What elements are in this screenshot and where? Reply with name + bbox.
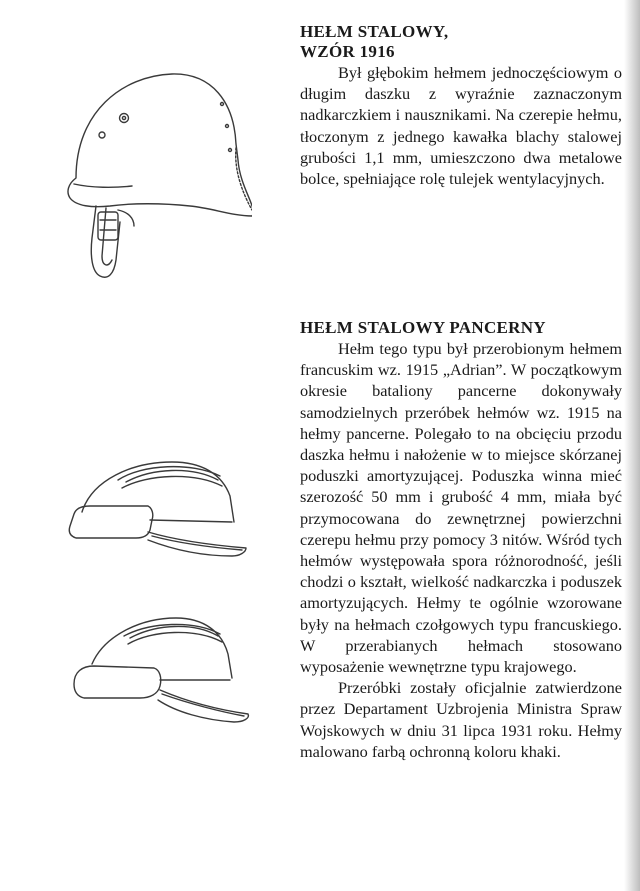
body-paragraph: Hełm tego typu był przerobionym hełmem francuskim wz. 1915 „Adrian”. W początkowym okresie bataliony pancerne dokonywały samodzielnych przeróbek hełmów wz. 1915 na hełmy pancerne. Polegało to na obcięciu przodu daszka hełmu i nałożenie w to miejsce skórzanej poduszki amortyzującej. Poduszka winna mieć szerozość 50 mm i grubość 4 mm, miała być przymocowana do zewnętrznej powierzchni czerepu hełmu przy pomocy 3 nitów. Wśród tych hełmów występowała spora różnorodność, jeśli chodzi o kształt, wielkość nadkarczka i poduszek amortyzujących. Hełmy te ogólnie wzorowane były na hełmach czołgowych typu francuskiego. W przerabianych hełmach stosowano wyposażenie wewnętrzne typu krajowego. [300,339,622,677]
page-edge-shadow [624,0,640,891]
body-paragraph: Przeróbki zostały oficjalnie zatwierdzone przez Departament Uzbrojenia Ministra Spraw Wojskowych w dniu 31 lipca 1931 roku. Hełmy malowano farbą ochronną koloru khaki. [300,678,622,761]
section-title [300,22,622,62]
section-title-line: HEŁM STALOWY, [300,22,449,41]
section-stahlhelm-1916 [300,22,622,189]
adrian-tank-helmet-variant-icon [64,608,274,728]
stahlhelm-1916-icon [62,60,252,290]
section-title-line: HEŁM STALOWY PANCERNY [300,318,546,337]
body-paragraph: Był głębokim hełmem jednoczęściowym o długim daszku z wyraźnie zaznaczonym nadkarczkiem i nausznikami. Na czerepie hełmu, tłoczonym z jednego kawałka blachy stalowej grubości 1,1 mm, umieszczono dwa metalowe bolce, spełniające rolę tulejek wentylacyjnych. [300,63,622,189]
adrian-tank-helmet-icon [62,452,282,572]
section-title [300,318,622,338]
section-title-line: WZÓR 1916 [300,42,395,61]
section-armored-helmet [300,318,622,762]
